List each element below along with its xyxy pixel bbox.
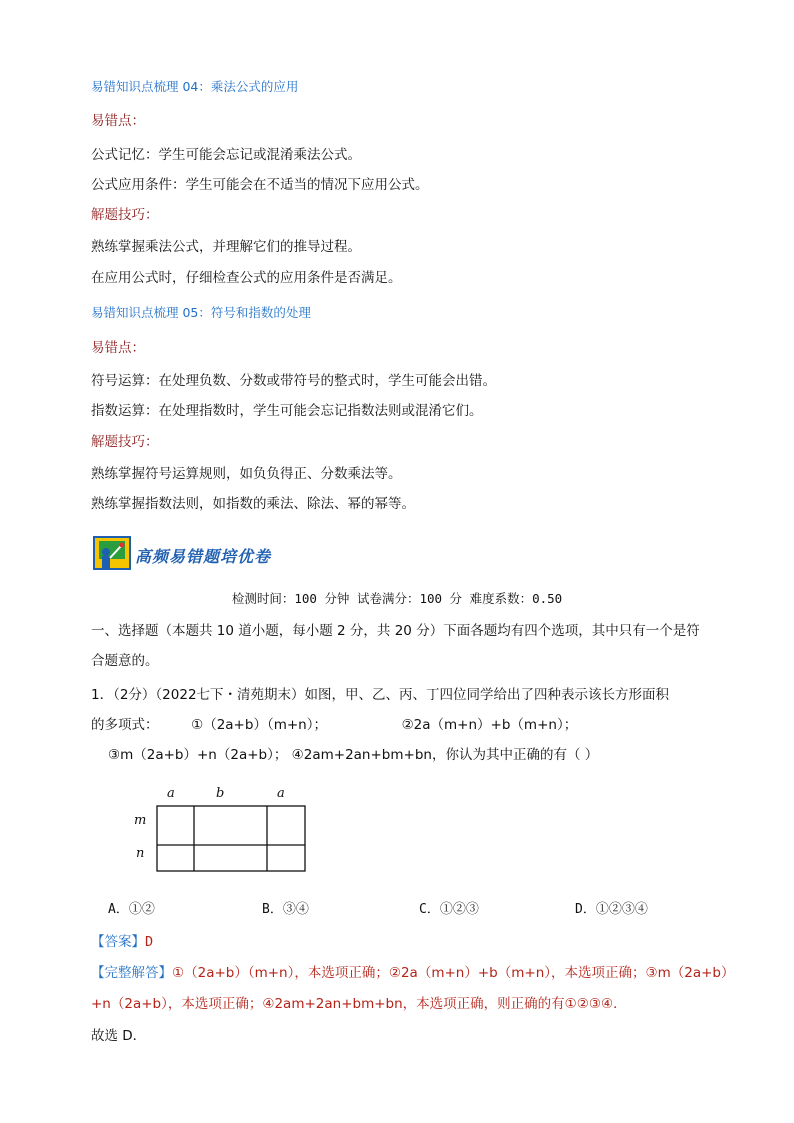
- section4-tip-1: 熟练掌握乘法公式，并理解它们的推导过程。: [91, 239, 361, 255]
- diagram-label-b: b: [216, 786, 225, 801]
- question-1-line-1: 1．（2分）（2022七下・清苑期末）如图，甲、乙、丙、丁四位同学给出了四种表示该长方形面积: [91, 687, 670, 703]
- diagram-label-a-right: a: [277, 786, 285, 801]
- solution-text-1: ①（2a+b）（m+n），本选项正确；②2a（m+n）+b（m+n），本选项正确；③m（2a+b）: [172, 965, 735, 981]
- exam-info: 检测时间：100 分钟 试卷满分：100 分 难度系数：0.50: [231, 591, 563, 606]
- section5-tip-1: 熟练掌握符号运算规则，如负负得正、分数乘法等。: [91, 466, 402, 482]
- answer-value: D: [145, 934, 154, 950]
- option-c: C．①②③: [419, 902, 479, 917]
- section5-tip-2: 熟练掌握指数法则，如指数的乘法、除法、幂的幂等。: [91, 496, 415, 512]
- teacher-board-icon: [93, 536, 133, 572]
- question-1-line-3: ③m（2a+b）+n（2a+b）； ④2am+2an+bm+bn，你认为其中正确的有（ ）: [108, 747, 599, 763]
- diagram-label-a-left: a: [167, 786, 175, 801]
- diagram-label-n: n: [136, 846, 145, 861]
- section5-pitfall-label: 易错点：: [91, 340, 145, 356]
- section4-pitfall-2: 公式应用条件：学生可能会在不适当的情况下应用公式。: [91, 177, 429, 193]
- expression-2: ②2a（m+n）+b（m+n）；: [401, 717, 578, 733]
- conclusion: 故选 D．: [91, 1028, 147, 1044]
- answer-label: 【答案】: [91, 934, 145, 950]
- section4-tip-2: 在应用公式时，仔细检查公式的应用条件是否满足。: [91, 270, 402, 286]
- banner-title: 高频易错题培优卷: [135, 547, 272, 566]
- option-a: A．①②: [108, 902, 155, 917]
- option-b: B．③④: [262, 902, 309, 917]
- section4-pitfall-1: 公式记忆：学生可能会忘记或混淆乘法公式。: [91, 147, 361, 163]
- section5-tips-label: 解题技巧：: [91, 434, 159, 450]
- section5-pitfall-2: 指数运算：在处理指数时，学生可能会忘记指数法则或混淆它们。: [91, 403, 483, 419]
- expression-1: ①（2a+b）（m+n）；: [191, 717, 327, 733]
- solution-line-2: +n（2a+b），本选项正确；④2am+2an+bm+bn，本选项正确，则正确的有①②③④．: [91, 996, 627, 1012]
- option-d: D．①②③④: [575, 902, 648, 917]
- question-1-line-2: [91, 715, 577, 735]
- part1-line-2: 合题意的。: [91, 653, 159, 669]
- solution-line-1: [91, 963, 735, 983]
- question-1-prompt: 的多项式：: [91, 717, 159, 733]
- answer-line: [91, 932, 153, 952]
- solution-label: 【完整解答】: [91, 965, 172, 981]
- rectangle-diagram: [156, 805, 308, 873]
- section5-title: 易错知识点梳理 05：符号和指数的处理: [91, 305, 311, 320]
- part1-line-1: 一、选择题（本题共 10 道小题，每小题 2 分，共 20 分）下面各题均有四个选项，其中只有一个是符: [91, 623, 700, 639]
- exam-banner: [93, 536, 272, 572]
- section4-title: 易错知识点梳理 04：乘法公式的应用: [91, 79, 299, 94]
- section4-tips-label: 解题技巧：: [91, 207, 159, 223]
- section4-pitfall-label: 易错点：: [91, 113, 145, 129]
- diagram-label-m: m: [134, 813, 147, 828]
- section5-pitfall-1: 符号运算：在处理负数、分数或带符号的整式时，学生可能会出错。: [91, 373, 496, 389]
